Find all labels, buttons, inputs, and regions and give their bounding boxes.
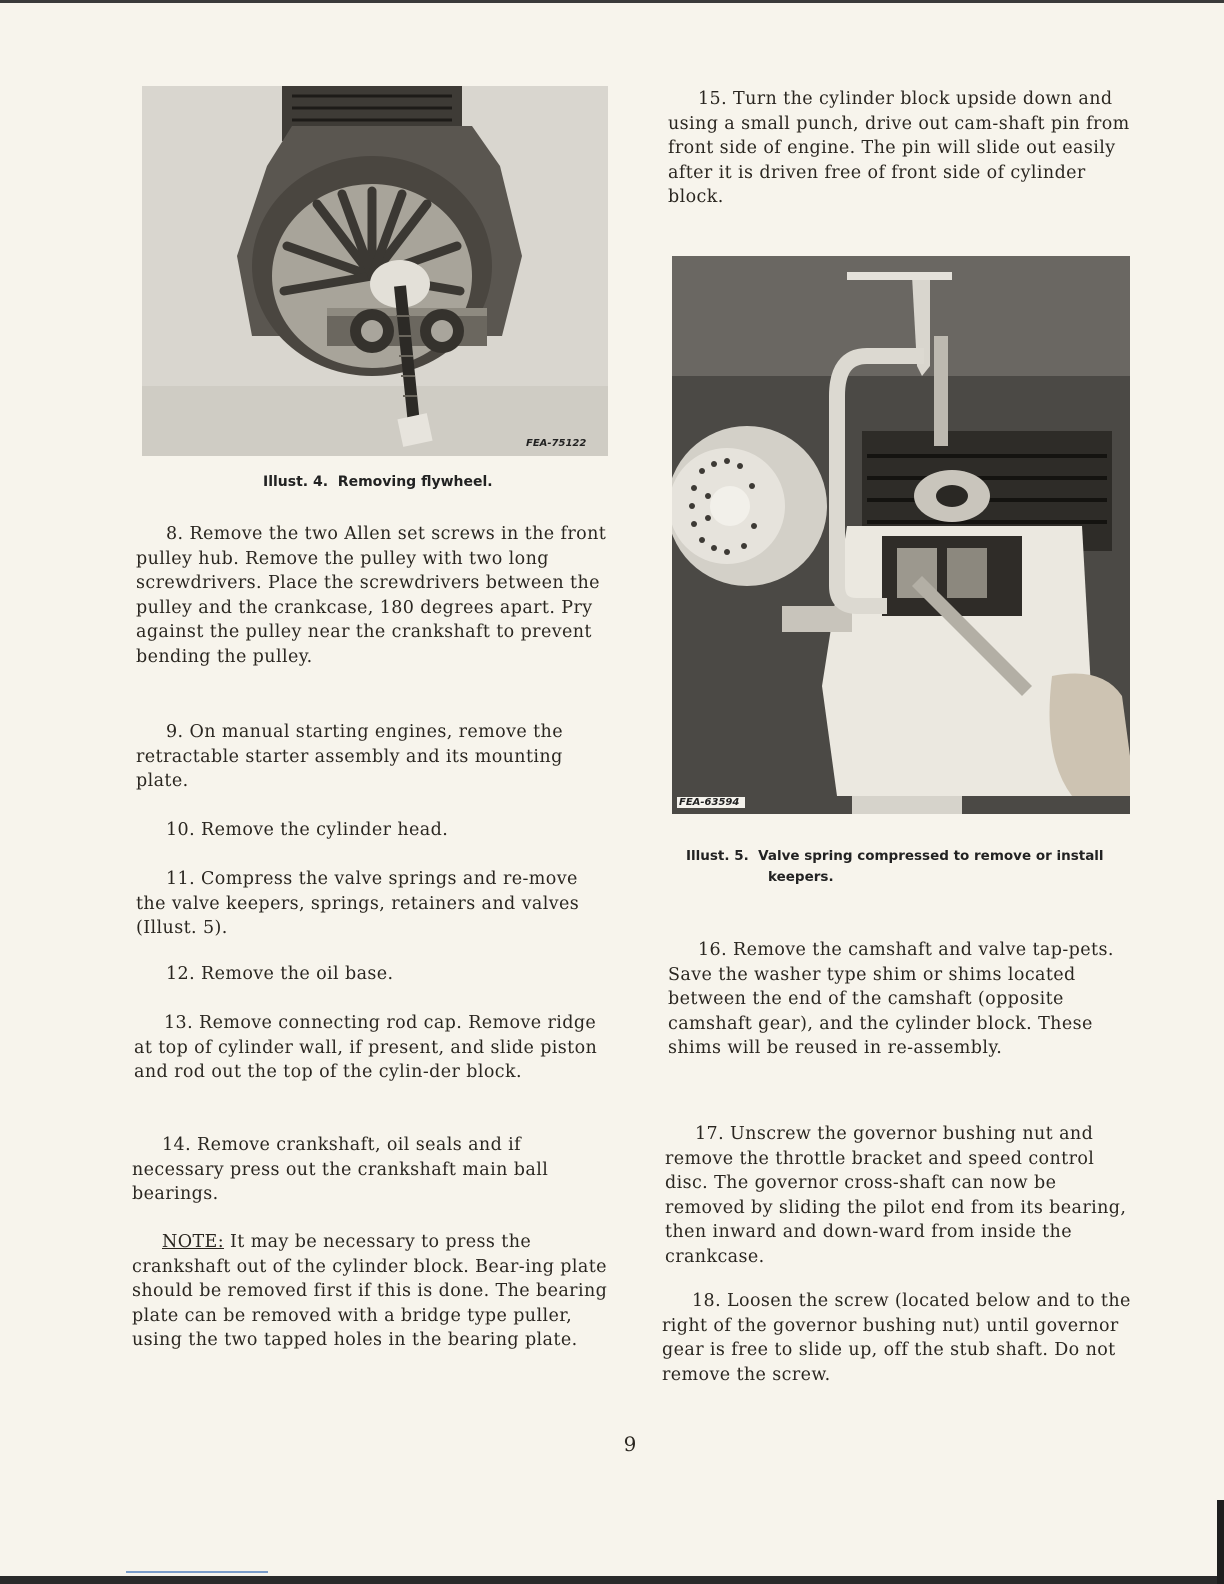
page-number: 9 bbox=[623, 1432, 637, 1456]
step-13 bbox=[134, 1011, 610, 1085]
step-15-number: 15. bbox=[698, 89, 728, 109]
step-15 bbox=[668, 87, 1134, 210]
illust5-caption-line2: keepers. bbox=[768, 869, 834, 885]
step-18-text: Loosen the screw (located below and to the right of the governor bushing nut) until governor gear is free to slide up, off the stub shaft. Do not remove the screw. bbox=[662, 1291, 1131, 1385]
step-9-text: On manual starting engines, remove the retractable starter assembly and its mounting plate. bbox=[136, 722, 563, 792]
bottom-rule bbox=[126, 1571, 268, 1573]
step-8-number: 8. bbox=[166, 524, 184, 544]
scan-top-edge bbox=[0, 0, 1224, 3]
step-12-number: 12. bbox=[166, 964, 196, 984]
step-11-text: Compress the valve springs and re-move the valve keepers, springs, retainers and valves (Illust. 5). bbox=[136, 869, 580, 939]
step-15-text: Turn the cylinder block upside down and using a small punch, drive out cam-shaft pin from front side of engine. The pin will slide out easily after it is driven free of front side of cylinder block. bbox=[668, 89, 1130, 208]
scan-right-edge bbox=[1217, 1500, 1224, 1584]
illust5-figure-code: FEA-63594 bbox=[677, 797, 745, 808]
step-8 bbox=[136, 522, 608, 670]
step-17-text: Unscrew the governor bushing nut and remove the throttle bracket and speed control disc. The governor cross-shaft can now be removed by sliding the pilot end from its bearing, then inward and down-ward from inside the crankcase. bbox=[665, 1124, 1127, 1267]
step-12-text: Remove the oil base. bbox=[201, 964, 394, 984]
step-16-text: Remove the camshaft and valve tap-pets. Save the washer type shim or shims located between the end of the camshaft (opposite camshaft gear), and the cylinder block. These shims will be reused in re-assembly. bbox=[668, 940, 1114, 1059]
step-11-number: 11. bbox=[166, 869, 196, 889]
scan-bottom-edge bbox=[0, 1576, 1224, 1584]
illust4-caption: Illust. 4. Removing flywheel. bbox=[263, 474, 493, 490]
illust4-photo bbox=[142, 86, 608, 456]
step-16-number: 16. bbox=[698, 940, 728, 960]
step-14-number: 14. bbox=[162, 1135, 192, 1155]
step-17 bbox=[665, 1122, 1139, 1270]
step-17-number: 17. bbox=[695, 1124, 725, 1144]
note-label: NOTE: bbox=[162, 1232, 225, 1252]
step-10-number: 10. bbox=[166, 820, 196, 840]
note-text: It may be necessary to press the crankshaft out of the cylinder block. Bear-ing plate should be removed first if this is done. The bearing plate can be removed with a bridge type puller, using the two tapped holes in the bearing plate. bbox=[132, 1232, 608, 1351]
flywheel-puller-drawing bbox=[142, 86, 608, 456]
step-13-text: Remove connecting rod cap. Remove ridge at top of cylinder wall, if present, and slide piston and rod out the top of the cylin-der block. bbox=[134, 1013, 598, 1083]
step-11 bbox=[136, 867, 608, 941]
step-10 bbox=[136, 818, 608, 843]
illust4-figure-code: FEA-75122 bbox=[526, 438, 587, 449]
step-14-text: Remove crankshaft, oil seals and if necessary press out the crankshaft main ball bearings. bbox=[132, 1135, 549, 1205]
step-9 bbox=[136, 720, 608, 794]
illust5-caption bbox=[686, 846, 1146, 888]
step-13-number: 13. bbox=[164, 1013, 194, 1033]
step-14 bbox=[132, 1133, 608, 1207]
step-10-text: Remove the cylinder head. bbox=[201, 820, 449, 840]
step-8-text: Remove the two Allen set screws in the front pulley hub. Remove the pulley with two long screwdrivers. Place the screwdrivers between the pulley and the crankcase, 180 degrees apart. Pry against the pulley near the crankshaft to prevent bending the pulley. bbox=[136, 524, 607, 667]
illust5-photo bbox=[672, 256, 1130, 814]
step-9-number: 9. bbox=[166, 722, 184, 742]
valve-spring-compressor-drawing bbox=[672, 256, 1130, 814]
step-12 bbox=[136, 962, 608, 987]
step-18-number: 18. bbox=[692, 1291, 722, 1311]
step-18 bbox=[662, 1289, 1138, 1387]
illust5-caption-line1: Illust. 5. Valve spring compressed to remove or install bbox=[686, 848, 1104, 864]
step-16 bbox=[668, 938, 1134, 1061]
note-paragraph bbox=[132, 1230, 610, 1353]
